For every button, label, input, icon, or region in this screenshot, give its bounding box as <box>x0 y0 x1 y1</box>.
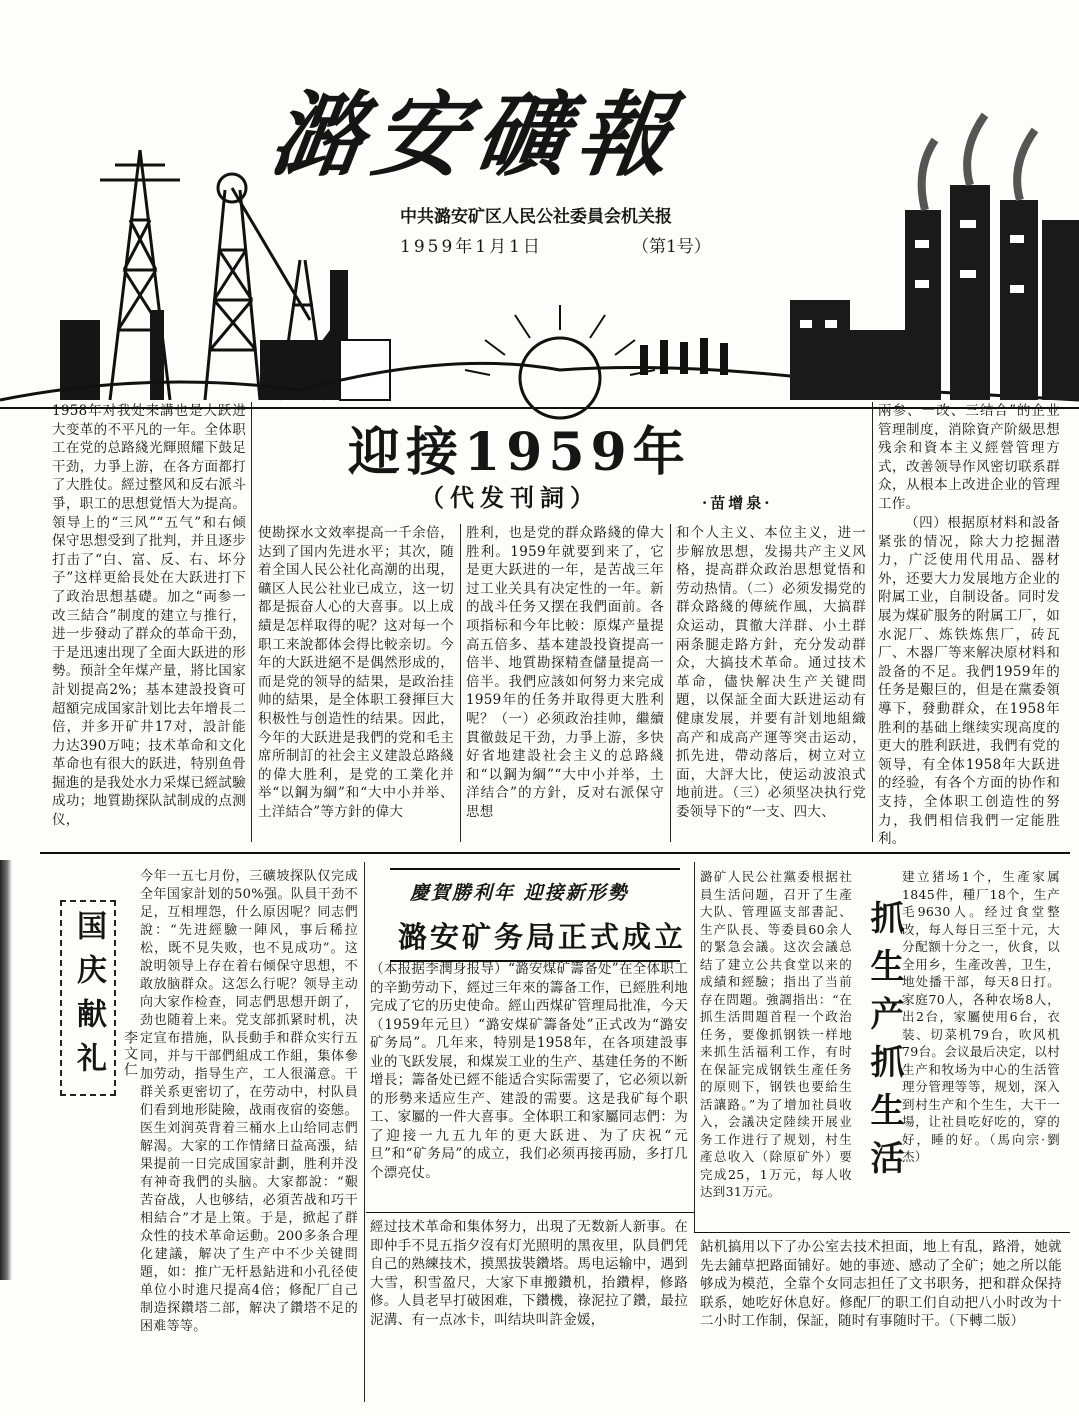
article1-author: ·苗增泉· <box>702 494 773 512</box>
article1-column-5a <box>878 402 1060 510</box>
article1-column-1 <box>52 402 246 840</box>
section-rule <box>694 1232 1070 1233</box>
article1-column-3 <box>466 524 664 842</box>
article5-col1-text: 經过技术革命和集体努力，出現了无数新人新事。在即仲手不見五指夕沒有灯光照明的黑夜里，队員們凭自己的熟練技术，摸黑拔裝鑽塔。馬电运输中，遇到大雪，积雪盈尺，大家下車搬鑽机，抬鑽桿，修路修。人員老早打破困难，下鑽機，祿泥拉了鑽，最拉泥溝、有一点冰卡，叫结块叫許金媛， <box>370 1219 688 1328</box>
article1-headline: 迎接1959年 <box>348 422 691 483</box>
article1-column-4 <box>676 524 866 842</box>
article4-column-2 <box>902 868 1060 1230</box>
article1-col1-text: 1958年对我处来講也是大跃进大变革的不平凡的一年。全体职工在党的总路綫光輝照耀下鼓足干劲，力爭上游，在各方面都打了大胜仗。經过整风和反右派斗爭，职工的思想覚悟大为提高。領导上的“三风”“五气”和右倾保守思想受到了批判，并且逐步打击了“白、富、反、右、坏分子”这样更給長处在大跃进打下了政治思想基礎。加之“両参一改三結合”制度的建立与推行，进一步發动了群众的革命干劲，于是迅速出现了全面大跃进的形勢。预計全年煤产量，將比国家計划提高2%；基本建設投資可超額完成国家計划比去年增長二倍，并多开矿井17对，設計能力达390万吨；技术革命和文化革命也有很大的跃进，特别鱼骨掘進的是我处水力采煤已經試驗成功；地質勘探队試制成的点测仪， <box>52 403 246 829</box>
article5-column-1 <box>370 1218 688 1408</box>
article4-title: 抓生产抓生活 <box>864 900 904 1188</box>
article1-column-2 <box>258 524 454 842</box>
issue-date: 1959年1月1日 <box>400 237 543 257</box>
article2-headline: 潞安矿务局正式成立 <box>398 920 687 954</box>
article1-col5b-text: （四）根据原材料和設备紧张的情况，除大力挖掘潜力，广泛使用代用品、器材外，还要大力发展地方企业的附属工业，自制设备。同时发展为煤矿服务的附属工厂，如水泥厂、炼铁炼焦厂，砖瓦厂、木器厂等来解决原材料和設备的不足。我們1959年的任务是艱巨的，但是在黨委領導下，發動群众，在1958年胜利的基础上继续实现高度的更大的胜利跃进，我們有党的领导，有全体1958年大跃进的经验，有各个方面的协作和支持，全体职工创造性的努力，我們相信我們一定能胜利。 <box>878 515 1060 848</box>
column-divider <box>670 524 671 842</box>
article1-col4-text: 和个人主义、本位主义，进一步解放思想，发揚共产主义风格，提高群众政治思想覚悟和劳动热情。（二）必须发揚党的群众路綫的傳統作風，大搞群众运动，貫徹大洋群、小土群兩条腿走路方針，充分发动群众，大搞技术革命。通过技术革命，儘快解决生产关键問題，以保証全面大跃进运动有健康发展，并要有計划地組織高产和成高产運等突击运动，抓先进，帶动落后，树立对立面，大評大比，使运动波浪式地前进。（三）必须坚决执行党委领导下的“一支、四大、 <box>676 525 866 820</box>
article2-column-1 <box>370 960 688 1210</box>
issue-number: （第1号） <box>632 237 711 257</box>
article3-column-1 <box>140 868 358 1334</box>
scan-shadow <box>0 860 12 1280</box>
column-divider <box>872 402 873 842</box>
article1-col2-text: 使勘探水文效率提高一千余倍，达到了国内先进水平；其次，随着全国人民公社化高潮的出現，礦区人民公社业已成立，这一切都是振奋人心的大喜事。以上成績是怎样取得的呢？这对每一个职工来說都体会得比較亲切。今年的大跃进絕不是偶然形成的，而是党的领导的結果，是政治挂帅的結果，是全体职工發揮巨大积极性与创造性的结果。因此，今年的大跃进是我們的党和毛主席所制訂的社会主义建設总路綫的偉大胜利，是党的工業化并举“以鋼为綱”和“大中小并举、土洋結合”等方針的偉大 <box>258 525 454 820</box>
section-rule <box>40 852 1070 854</box>
masthead-title: 潞安礦報 <box>264 81 688 189</box>
column-divider <box>251 402 252 842</box>
section-rule <box>366 1212 694 1213</box>
column-divider <box>460 524 461 842</box>
masthead-subtitle: 中共潞安矿区人民公社委員会机关报 <box>400 207 672 227</box>
article1-column-5b <box>878 514 1060 848</box>
article5-col2-text: 鉆机搞用以下了办公室去技术担面，地上有乱，路滑，她就先去鋪草把路面铺好。她的事迹、感动了全矿；她之所以能够成为模范，全靠个女同志担任了文书职务，把和群众保持联系，她吃好休息好。修配厂的职工们自动把八小时改为十二小时工作制，保証，随时有事随时干。（下轉二版） <box>700 1239 1062 1329</box>
article4-column-1 <box>700 868 852 1230</box>
article3-col1-text: 今年一五七月份，三礦坡探队仅完成全年国家計划的50%强。队員干劲不足，互相埋怨，什么原因呢？同志們說：“先进經驗一陣风，事后稀拉松，既不見失败，也不見成功”。这說明领导上存在着右倾保守思想，不敢放脑群众。这怎么行呢？领导主动向大家作检查，同志們思想开朗了，劲也随着上来。党支部抓紧时机，决定宣布措施，队長動手和群众实行五同，并与干部們組成工作組，集体參加劳动，指导生产，工人很滿意。干群关系更密切了，在劳动中，村队員们看到地形陡險，战雨夜宿的姿態。医生刘润英背着三桶水上山给同志們解渴。大家的工作情緒日益高漲，結果提前一日完成国家計劃，胜利并没有神奇我們的头脑。大家都說：“艱苦奋战，人也够结，必須苦战和巧干相結合”才是上策。于是，掀起了群众性的技术革命运動。200多条合理化建議，解决了生产中不少关键問題，如：推广无杆悬鉆进和小孔径使单位小时進尺提高4倍；修配厂自己制造探鑽塔二部，解决了鑽塔不足的困难等等。 <box>140 869 358 1334</box>
article4-col2-text: 建立猪场1个，生產家属1845件，種厂18个，生产毛9630人。经过食堂整改，每人每日三至十元，大分配额十分之一，伙食，以全用乡，生產改善，卫生，地处播干部，每天8日打。家庭70人，各种农场8人，出2台，家屬使用6台，衣装、切菜机79台，吹风机79台。会议最后决定，以村生产和牧场为中心的生活管理分管理等等，规划，深入到村生产和个生生，大干一場，让社員吃好吃的，穿的好，睡的好。（馬向宗·劉杰） <box>902 869 1060 1164</box>
power-tower-icon <box>100 150 180 400</box>
article1-col5a-text: 兩参、一改、三结合”的企业管理制度，消除資产阶級思想残余和資本主义經營管理方式，改善领导作风密切联系群众，从根本上改进企业的管理工作。 <box>878 403 1060 512</box>
article1-col3-text: 胜利，也是党的群众路綫的偉大胜利。1959年就要到来了，它是更大跃进的一年，是苦战三年过工业关具有决定性的一年。新的战斗任务又摆在我們面前。各项指标和今年比較：原煤产量提高五倍多、基本建設投資提高一倍半、地質勘探精查儲量提高一倍半。我們应該如何努力来完成1959年的任务并取得更大胜利呢？（一）必须政治挂帅，繼續貫徹鼓足干劲，力爭上游，多快好省地建設社会主义的总路綫和“以鋼为綱”“大中小并举，土洋结合”的方針，反对右派保守思想 <box>466 525 664 820</box>
factory-icon <box>790 185 1079 400</box>
article3-title: 国庆献礼 <box>60 900 116 1096</box>
article5-column-2 <box>700 1238 1062 1408</box>
article4-col1-text: 潞矿人民公社黨委根据社員生活问题，召开了生產大队、管理區支部書記、生产队長、等委員60余人的緊急会議。这次会議总结了建立公共食堂以来的成績和經驗；指出了当前存在問題。強調指出：“在抓生活問題首程一个政治任务，要像抓钢铁一样地来抓生活福利工作，有时在保証完成钢铁生產任务的原则下，钢铁也要給生活讓路。”为了增加社員收入，会議决定陸续开展业务工作进行了规划，村生產总收入（除原矿外）要完成25，1万元，每人收达到31万元。 <box>700 869 852 1199</box>
column-divider <box>364 862 365 1402</box>
article1-subhead: （代发刊詞） <box>420 483 600 512</box>
article2-kicker: 慶賀勝利年 迎接新形勢 <box>410 882 629 904</box>
article2-col1-text: （本报据李潤身报导）“潞安煤矿籌备处”在全体职工的辛勤劳动下，經过三年來的籌备工作，已經胜利地完成了它的历史使命。經山西煤矿管理局批准，今天（1959年元旦）“潞安煤矿籌备处”正式改为“潞安矿务局”。几年来，特别是1958年，在各项建設事业的飞跃发展，和煤炭工业的生产、基建任务的不断增長；籌备处已經不能适合实际需要了，它必须以新的形勢来适应生产、建設的需要。这是我矿每个职工、家屬的一件大喜事。全体职工和家屬同志們：为了迎接一九五九年的更大跃进、为了庆祝“元旦”和“矿务局”的成立，我们必须再接再励，多打几个漂亮仗。 <box>370 961 689 1181</box>
sun-icon <box>520 338 600 418</box>
column-divider <box>694 862 695 1232</box>
article3-author: 李文仁 <box>122 1030 138 1078</box>
